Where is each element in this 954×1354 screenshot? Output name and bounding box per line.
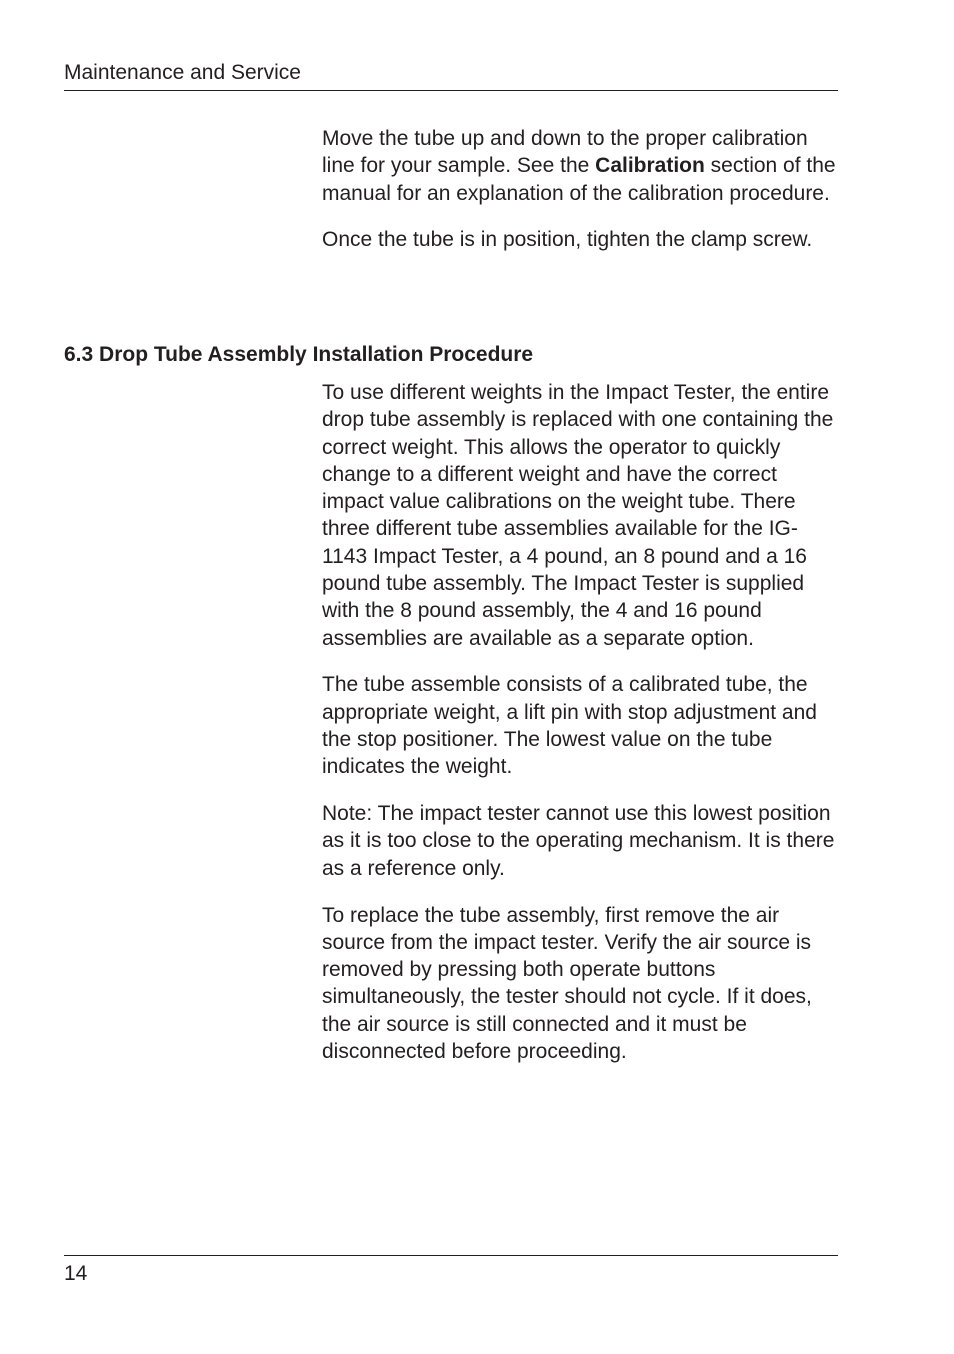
running-header: Maintenance and Service xyxy=(64,61,301,84)
calibration-reference: Calibration xyxy=(595,154,705,178)
intro-p1-text-after: section of the manual for an explanation of the calibration procedure. xyxy=(322,154,836,205)
section-text-column xyxy=(322,379,842,1085)
intro-paragraph-clamp: Once the tube is in position, tighten the clamp screw. xyxy=(322,228,813,252)
section-heading: 6.3 Drop Tube Assembly Installation Procedure xyxy=(64,343,534,366)
header-rule xyxy=(64,90,838,91)
paragraph-note: Note: The impact tester cannot use this lowest position as it is too close to the operating mechanism. It is there as a reference only. xyxy=(322,802,835,880)
paragraph-weights: To use different weights in the Impact Tester, the entire drop tube assembly is replaced with one containing the correct weight. This allows the operator to quickly change to a different weight and have the correct impact value calibrations on the weight tube. There three different tube assemblies available for the IG-1143 Impact Tester, a 4 pound, an 8 pound and a 16 pound tube assembly. The Impact Tester is supplied with the 8 pound assembly, the 4 and 16 pound assemblies are available as a separate option. xyxy=(322,381,834,650)
intro-p1-text-before: Move the tube up and down to the proper calibration line for your sample. See the xyxy=(322,127,808,178)
paragraph-tube-assembly: The tube assemble consists of a calibrated tube, the appropriate weight, a lift pin with stop adjustment and the stop positioner. The lowest value on the tube indicates the weight. xyxy=(322,673,817,779)
intro-text-column xyxy=(322,125,842,273)
page-number: 14 xyxy=(64,1262,88,1285)
intro-paragraph-calibration xyxy=(322,125,842,207)
paragraph-replace-procedure: To replace the tube assembly, first remove the air source from the impact tester. Verify the air source is removed by pressing both operate buttons simultaneously, the tester should not cycle. If it does, the air source is still connected and it must be disconnected before proceeding. xyxy=(322,903,812,1064)
footer-rule xyxy=(64,1255,838,1256)
